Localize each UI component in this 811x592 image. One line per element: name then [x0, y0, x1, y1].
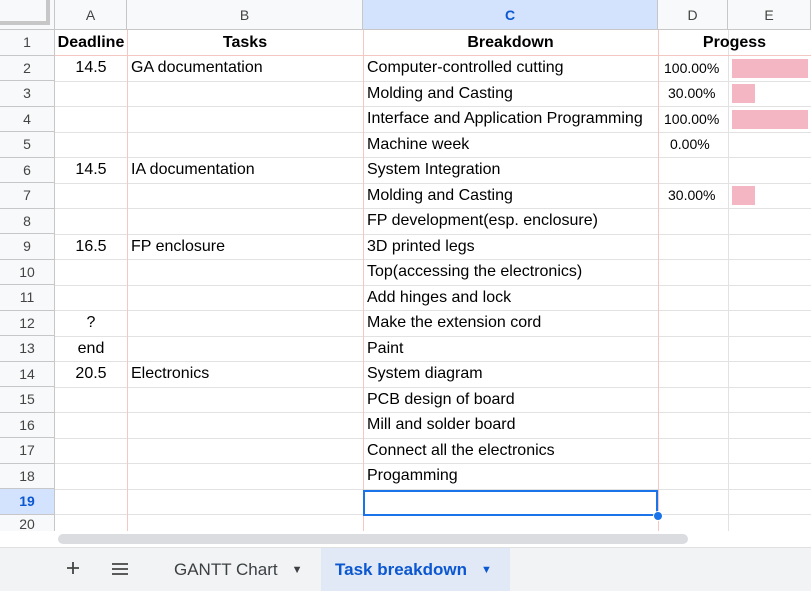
horizontal-scrollbar[interactable]	[0, 531, 811, 547]
header-tasks[interactable]: Tasks	[222, 33, 268, 51]
breakdown-cell[interactable]: Computer-controlled cutting	[367, 59, 564, 76]
deadline-cell[interactable]: 16.5	[75, 237, 107, 255]
progress-value[interactable]: 0.00%	[670, 136, 710, 152]
row-header-14[interactable]: 14	[0, 362, 55, 388]
tab-label: Task breakdown	[335, 559, 467, 579]
selected-cell-outline[interactable]	[363, 490, 658, 516]
row-header-15[interactable]: 15	[0, 387, 55, 413]
column-header-c[interactable]: C	[363, 0, 658, 30]
progress-value[interactable]: 30.00%	[668, 187, 716, 203]
scrollbar-thumb[interactable]	[58, 534, 688, 544]
row-header-3[interactable]: 3	[0, 81, 55, 107]
progress-bar	[732, 84, 755, 103]
row-header-2[interactable]: 2	[0, 56, 55, 82]
task-cell[interactable]: IA documentation	[131, 161, 255, 178]
breakdown-cell[interactable]: Mill and solder board	[367, 416, 516, 433]
row-header-20[interactable]: 20	[0, 515, 55, 532]
fill-handle[interactable]	[653, 511, 663, 521]
row-header-12[interactable]: 12	[0, 311, 55, 337]
progress-value[interactable]: 100.00%	[664, 110, 720, 127]
breakdown-cell[interactable]: 3D printed legs	[367, 237, 475, 255]
progress-bar	[732, 110, 808, 129]
row-header-5[interactable]: 5	[0, 132, 55, 158]
column-header-a[interactable]: A	[55, 0, 127, 30]
breakdown-cell[interactable]: Add hinges and lock	[367, 288, 512, 306]
progress-bar	[732, 186, 755, 205]
tab-label: GANTT Chart	[174, 559, 278, 579]
row-header-8[interactable]: 8	[0, 209, 55, 235]
task-cell[interactable]: FP enclosure	[131, 237, 225, 255]
row-header-1[interactable]: 1	[0, 30, 55, 56]
row-header-19[interactable]: 19	[0, 489, 55, 515]
breakdown-cell[interactable]: Machine week	[367, 135, 470, 153]
deadline-cell[interactable]: end	[77, 339, 105, 357]
breakdown-cell[interactable]: PCB design of board	[367, 390, 515, 408]
row-header-6[interactable]: 6	[0, 158, 55, 184]
deadline-cell[interactable]: 14.5	[75, 161, 107, 178]
progress-value[interactable]: 100.00%	[664, 59, 720, 76]
breakdown-cell[interactable]: FP development(esp. enclosure)	[367, 212, 598, 229]
header-deadline[interactable]: Deadline	[57, 33, 125, 51]
row-header-10[interactable]: 10	[0, 260, 55, 286]
row-header-18[interactable]: 18	[0, 464, 55, 490]
task-cell[interactable]: GA documentation	[131, 59, 263, 76]
row-header-7[interactable]: 7	[0, 183, 55, 209]
breakdown-cell[interactable]: Paint	[367, 339, 404, 357]
column-header-e[interactable]: E	[728, 0, 811, 30]
row-header-4[interactable]: 4	[0, 107, 55, 133]
row-header-16[interactable]: 16	[0, 413, 55, 439]
column-header-d[interactable]: D	[658, 0, 728, 30]
breakdown-cell[interactable]: System Integration	[367, 161, 501, 178]
row-header-17[interactable]: 17	[0, 438, 55, 464]
breakdown-cell[interactable]: Progamming	[367, 467, 458, 484]
add-sheet-button[interactable]	[55, 548, 91, 592]
header-progress[interactable]: Progess	[702, 33, 767, 51]
hamburger-icon	[111, 560, 129, 581]
breakdown-cell[interactable]: Molding and Casting	[367, 186, 513, 204]
progress-bar	[732, 59, 808, 78]
tab-gantt-chart[interactable]	[160, 548, 320, 591]
breakdown-cell[interactable]: Top(accessing the electronics)	[367, 263, 583, 280]
breakdown-cell[interactable]: System diagram	[367, 365, 483, 382]
header-breakdown[interactable]: Breakdown	[467, 33, 554, 51]
chevron-down-icon[interactable]: ▼	[291, 563, 303, 576]
sheet-tab-bar	[0, 547, 811, 591]
row-header-13[interactable]: 13	[0, 336, 55, 362]
plus-icon	[65, 560, 81, 581]
tab-task-breakdown[interactable]	[321, 548, 510, 591]
chevron-down-icon[interactable]: ▼	[480, 563, 492, 576]
progress-value[interactable]: 30.00%	[668, 85, 716, 101]
row-header-9[interactable]: 9	[0, 234, 55, 260]
task-cell[interactable]: Electronics	[131, 365, 210, 382]
deadline-cell[interactable]: 20.5	[75, 365, 107, 382]
row-header-11[interactable]: 11	[0, 285, 55, 311]
all-sheets-button[interactable]	[102, 548, 138, 592]
breakdown-cell[interactable]: Connect all the electronics	[367, 441, 555, 459]
deadline-cell[interactable]: ?	[86, 314, 96, 331]
column-header-b[interactable]: B	[127, 0, 363, 30]
breakdown-cell[interactable]: Interface and Application Programming	[367, 110, 643, 127]
deadline-cell[interactable]: 14.5	[75, 59, 107, 76]
breakdown-cell[interactable]: Make the extension cord	[367, 314, 542, 331]
select-all-corner[interactable]	[0, 0, 55, 30]
breakdown-cell[interactable]: Molding and Casting	[367, 84, 513, 102]
